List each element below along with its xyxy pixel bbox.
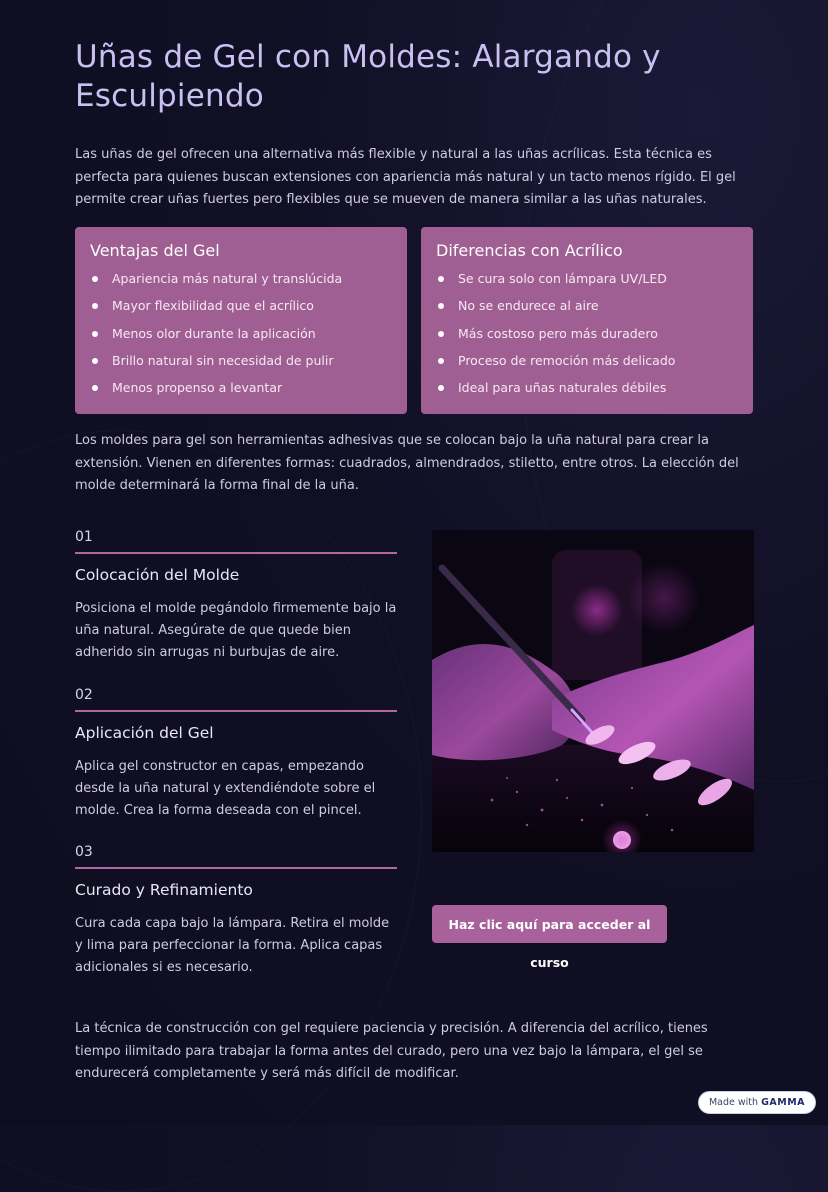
- step-text: Cura cada capa bajo la lámpara. Retira el molde y lima para perfeccionar la forma. Aplica capas adicionales si es necesario.: [75, 916, 390, 975]
- list-item: Se cura solo con lámpara UV/LED: [436, 265, 738, 292]
- molds-paragraph: Los moldes para gel son herramientas adhesivas que se colocan bajo la uña natural para crear la extensión. Vienen en diferentes formas: cuadrados, almendrados, stiletto, entre otros. La elección del molde determinará la forma final de la uña.: [75, 433, 739, 493]
- gamma-logo: GAMMA: [761, 1097, 806, 1108]
- step-title: Aplicación del Gel: [75, 724, 214, 742]
- list-item: Menos olor durante la aplicación: [90, 320, 392, 347]
- made-with-gamma-badge[interactable]: [698, 1091, 816, 1114]
- list-item: Mayor flexibilidad que el acrílico: [90, 292, 392, 319]
- card-heading: Diferencias con Acrílico: [436, 241, 623, 260]
- list-item: No se endurece al aire: [436, 292, 738, 319]
- intro-paragraph: Las uñas de gel ofrecen una alternativa más flexible y natural a las uñas acrílicas. Esta técnica es perfecta para quienes buscan extensiones con apariencia más natural y un tacto menos rígido. El gel permite crear uñas fuertes pero flexibles que se mueven de manera similar a las uñas naturales.: [75, 147, 736, 207]
- differences-card: [421, 227, 753, 414]
- step-number: 02: [75, 687, 93, 703]
- list-item: Apariencia más natural y translúcida: [90, 265, 392, 292]
- step-text: Aplica gel constructor en capas, empezando desde la uña natural y extendiéndote sobre el molde. Crea la forma deseada con el pincel.: [75, 759, 376, 818]
- step-1: [75, 528, 397, 664]
- step-divider: [75, 552, 397, 554]
- step-divider: [75, 867, 397, 869]
- list-item: Menos propenso a levantar: [90, 374, 392, 401]
- advantages-card: [75, 227, 407, 414]
- advantages-list: [90, 265, 392, 401]
- list-item: Más costoso pero más duradero: [436, 320, 738, 347]
- list-item: Ideal para uñas naturales débiles: [436, 374, 738, 401]
- step-title: Curado y Refinamiento: [75, 881, 253, 899]
- closing-paragraph: La técnica de construcción con gel requiere paciencia y precisión. A diferencia del acrílico, tienes tiempo ilimitado para trabajar la forma antes del curado, pero una vez bajo la lámpara, el gel se endurecerá completamente y será más difícil de modificar.: [75, 1021, 708, 1081]
- badge-prefix: Made with: [708, 1097, 759, 1108]
- page-title: Uñas de Gel con Moldes: Alargando y Esculpiendo: [75, 39, 661, 114]
- step-2: [75, 686, 397, 822]
- step-number: 01: [75, 529, 93, 545]
- step-divider: [75, 710, 397, 712]
- nail-art-photo: [432, 530, 754, 852]
- step-number: 03: [75, 844, 93, 860]
- access-course-button[interactable]: Haz clic aquí para acceder al curso: [432, 905, 667, 943]
- step-3: [75, 843, 397, 979]
- step-text: Posiciona el molde pegándolo firmemente bajo la uña natural. Asegúrate de que quede bien adherido sin arrugas ni burbujas de aire.: [75, 601, 397, 660]
- differences-list: [436, 265, 738, 401]
- nail-art-illustration: [432, 530, 754, 852]
- list-item: Proceso de remoción más delicado: [436, 347, 738, 374]
- card-heading: Ventajas del Gel: [90, 241, 220, 260]
- step-title: Colocación del Molde: [75, 566, 240, 584]
- list-item: Brillo natural sin necesidad de pulir: [90, 347, 392, 374]
